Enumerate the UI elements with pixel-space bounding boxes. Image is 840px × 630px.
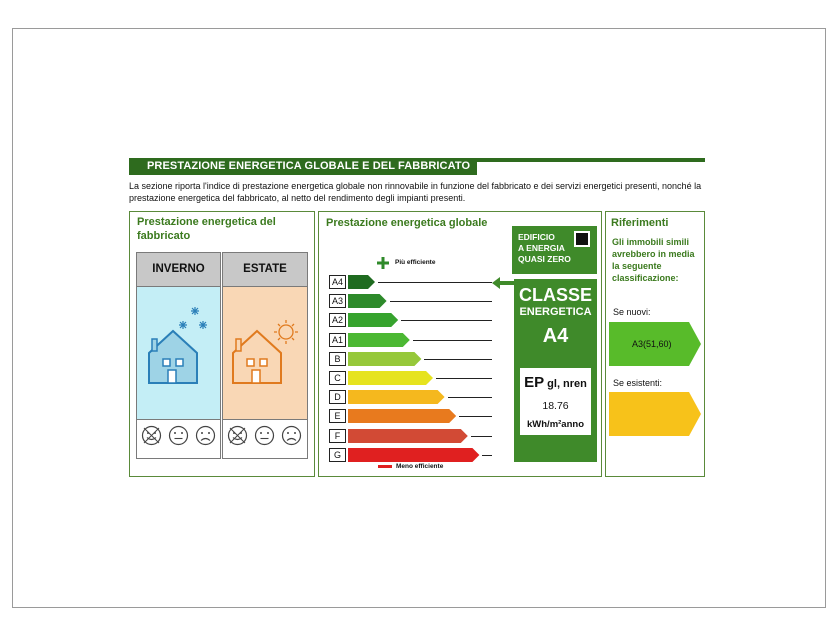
- class-label-d: D: [329, 390, 346, 404]
- section-header-rule: [477, 158, 705, 162]
- summer-rating: [223, 419, 307, 454]
- minus-icon: [378, 465, 392, 468]
- class-bar-b: [348, 352, 422, 366]
- class-label-a1: A1: [329, 333, 346, 347]
- section-header: [129, 158, 705, 175]
- class-guide-line: [424, 359, 492, 360]
- class-guide-line: [448, 397, 492, 398]
- nzeb-checkbox: [574, 231, 590, 247]
- panel-fabbricato-title: Prestazione energetica del fabbricato: [137, 216, 276, 242]
- winter-box: [136, 252, 221, 459]
- class-guide-line: [390, 301, 492, 302]
- class-label-f: F: [329, 429, 346, 443]
- neutral-face-icon: [254, 425, 275, 446]
- winter-rating: [137, 419, 220, 454]
- less-efficient-label: Meno efficiente: [396, 463, 444, 470]
- class-label-a2: A2: [329, 313, 346, 327]
- nzeb-line-2: A ENERGIA: [518, 243, 565, 253]
- class-guide-line: [378, 282, 492, 283]
- class-guide-line: [482, 455, 492, 456]
- class-bar-a1: [348, 333, 411, 347]
- winter-body: [137, 287, 220, 419]
- nzeb-line-3: QUASI ZERO: [518, 254, 571, 264]
- ep-unit: kWh/m²anno: [527, 419, 584, 430]
- class-label-g: G: [329, 448, 346, 462]
- nzeb-line-1: EDIFICIO: [518, 232, 555, 242]
- happy-face-icon: [141, 425, 162, 446]
- class-guide-line: [413, 340, 492, 341]
- class-bar-d: [348, 390, 446, 404]
- class-guide-line: [436, 378, 492, 379]
- class-title: CLASSE: [518, 285, 592, 305]
- ep-main: EP: [524, 374, 545, 391]
- class-guide-line: [401, 320, 492, 321]
- ep-title: [520, 374, 591, 391]
- summer-house-icon: [223, 287, 308, 419]
- nzeb-label: [518, 232, 571, 265]
- class-bar-a3: [348, 294, 388, 308]
- more-efficient-label: Più efficiente: [395, 259, 436, 266]
- class-guide-line: [471, 436, 492, 437]
- winter-label: INVERNO: [137, 253, 220, 287]
- sad-face-icon: [195, 425, 216, 446]
- riferimenti-subtitle: Gli immobili simili avrebbero in media la seguente classificazione:: [612, 237, 695, 283]
- class-bar-g: [348, 448, 480, 462]
- new-label: Se nuovi:: [613, 307, 651, 317]
- existing-label: Se esistenti:: [613, 378, 663, 388]
- class-bar-c: [348, 371, 434, 385]
- summer-body: [223, 287, 307, 419]
- existing-class-arrow: [609, 392, 701, 436]
- ep-sub: gl, nren: [544, 378, 587, 390]
- class-bar-a4: [348, 275, 376, 289]
- panel-globale-title: Prestazione energetica globale: [326, 217, 488, 229]
- class-bar-f: [348, 429, 469, 443]
- class-value: A4: [542, 325, 569, 347]
- class-label-c: C: [329, 371, 346, 385]
- class-bar-e: [348, 409, 457, 423]
- intro-text: La sezione riporta l'indice di prestazione energetica globale non rinnovabile in funzione del fabbricato e dei servizi energetici presenti, nonché la prestazione energetica del fabbricato, al netto del rendimento degli impianti presenti.: [129, 181, 702, 203]
- ep-box: [520, 368, 591, 435]
- class-guide-line: [459, 416, 492, 417]
- class-label-b: B: [329, 352, 346, 366]
- section-title: PRESTAZIONE ENERGETICA GLOBALE E DEL FABBRICATO: [147, 160, 471, 172]
- new-value: A3(51,60): [632, 339, 672, 349]
- class-label-a3: A3: [329, 294, 346, 308]
- summer-label: ESTATE: [223, 253, 307, 287]
- class-label-a4: A4: [329, 275, 346, 289]
- class-label-e: E: [329, 409, 346, 423]
- neutral-face-icon: [168, 425, 189, 446]
- summer-box: [222, 252, 308, 459]
- energy-class-box: [514, 279, 597, 462]
- winter-house-icon: [137, 287, 221, 419]
- plus-icon: [376, 256, 390, 270]
- class-bar-a2: [348, 313, 399, 327]
- happy-face-icon: [227, 425, 248, 446]
- riferimenti-title: Riferimenti: [611, 217, 669, 229]
- sad-face-icon: [281, 425, 302, 446]
- ep-value: 18.76: [542, 400, 569, 412]
- nzeb-box: [512, 226, 597, 274]
- class-subtitle: ENERGETICA: [519, 306, 592, 318]
- class-pointer-arrow: [492, 277, 516, 289]
